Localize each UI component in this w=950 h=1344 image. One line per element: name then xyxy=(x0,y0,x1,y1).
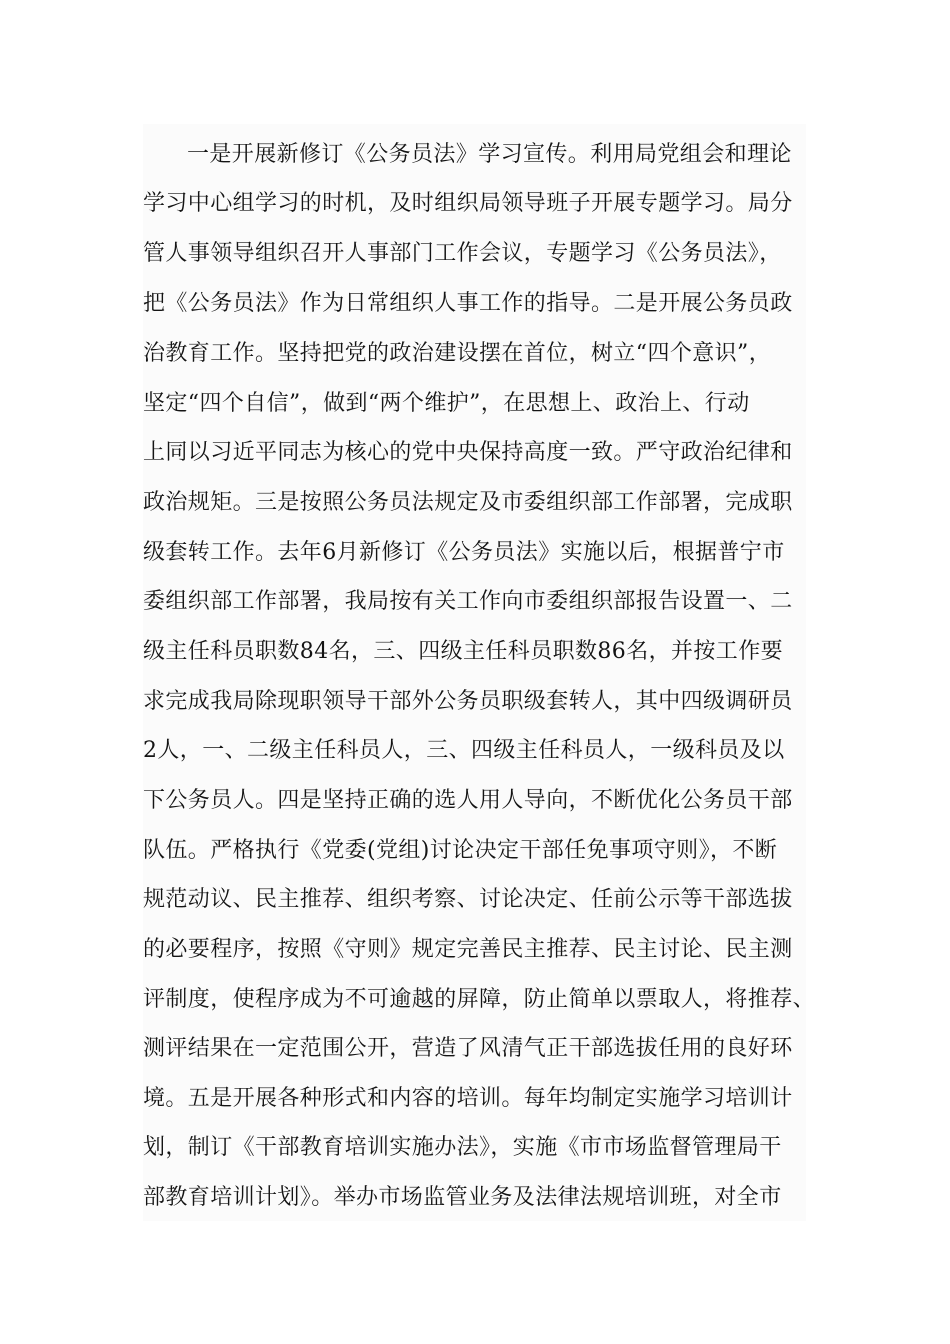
text-line: 政治规矩。三是按照公务员法规定及市委组织部工作部署，完成职 xyxy=(143,490,793,515)
text-line: 划，制订《干部教育培训实施办法》，实施《市市场监督管理局干 xyxy=(143,1135,782,1160)
text-line: 学习中心组学习的时机，及时组织局领导班子开展专题学习。局分 xyxy=(143,191,793,216)
text-line: 队伍。严格执行《党委(党组)讨论决定干部任免事项守则》，不断 xyxy=(143,838,778,863)
text-line: 的必要程序，按照《守则》规定完善民主推荐、民主讨论、民主测 xyxy=(143,937,793,962)
text-line: 把《公务员法》作为日常组织人事工作的指导。二是开展公务员政 xyxy=(143,291,793,316)
text-line: 规范动议、民主推荐、组织考察、讨论决定、任前公示等干部选拔 xyxy=(143,887,793,912)
text-line: 测评结果在一定范围公开，营造了风清气正干部选拔任用的良好环 xyxy=(143,1036,793,1061)
text-line: 评制度，使程序成为不可逾越的屏障，防止简单以票取人，将推荐、 xyxy=(143,987,816,1012)
text-line: 坚定“四个自信”，做到“两个维护”，在思想上、政治上、行动 xyxy=(143,391,750,416)
text-line: 级套转工作。去年6月新修订《公务员法》实施以后，根据普宁市 xyxy=(143,540,785,565)
text-line: 治教育工作。坚持把党的政治建设摆在首位，树立“四个意识”， xyxy=(143,341,772,366)
text-line: 一是开展新修订《公务员法》学习宣传。利用局党组会和理论 xyxy=(187,142,792,167)
body-text xyxy=(143,124,816,1221)
text-line: 上同以习近平同志为核心的党中央保持高度一致。严守政治纪律和 xyxy=(143,440,793,465)
text-line: 2人，一、二级主任科员人，三、四级主任科员人，一级科员及以 xyxy=(143,738,785,763)
text-line: 委组织部工作部署，我局按有关工作向市委组织部报告设置一、二 xyxy=(143,589,793,614)
text-line: 求完成我局除现职领导干部外公务员职级套转人，其中四级调研员 xyxy=(143,689,793,714)
text-line: 部教育培训计划》。举办市场监管业务及法律法规培训班，对全市 xyxy=(143,1185,782,1210)
text-line: 境。五是开展各种形式和内容的培训。每年均制定实施学习培训计 xyxy=(143,1086,793,1111)
text-line: 管人事领导组织召开人事部门工作会议，专题学习《公务员法》， xyxy=(143,241,782,266)
text-line: 下公务员人。四是坚持正确的选人用人导向，不断优化公务员干部 xyxy=(143,788,793,813)
text-line: 级主任科员职数84名，三、四级主任科员职数86名，并按工作要 xyxy=(143,639,783,664)
